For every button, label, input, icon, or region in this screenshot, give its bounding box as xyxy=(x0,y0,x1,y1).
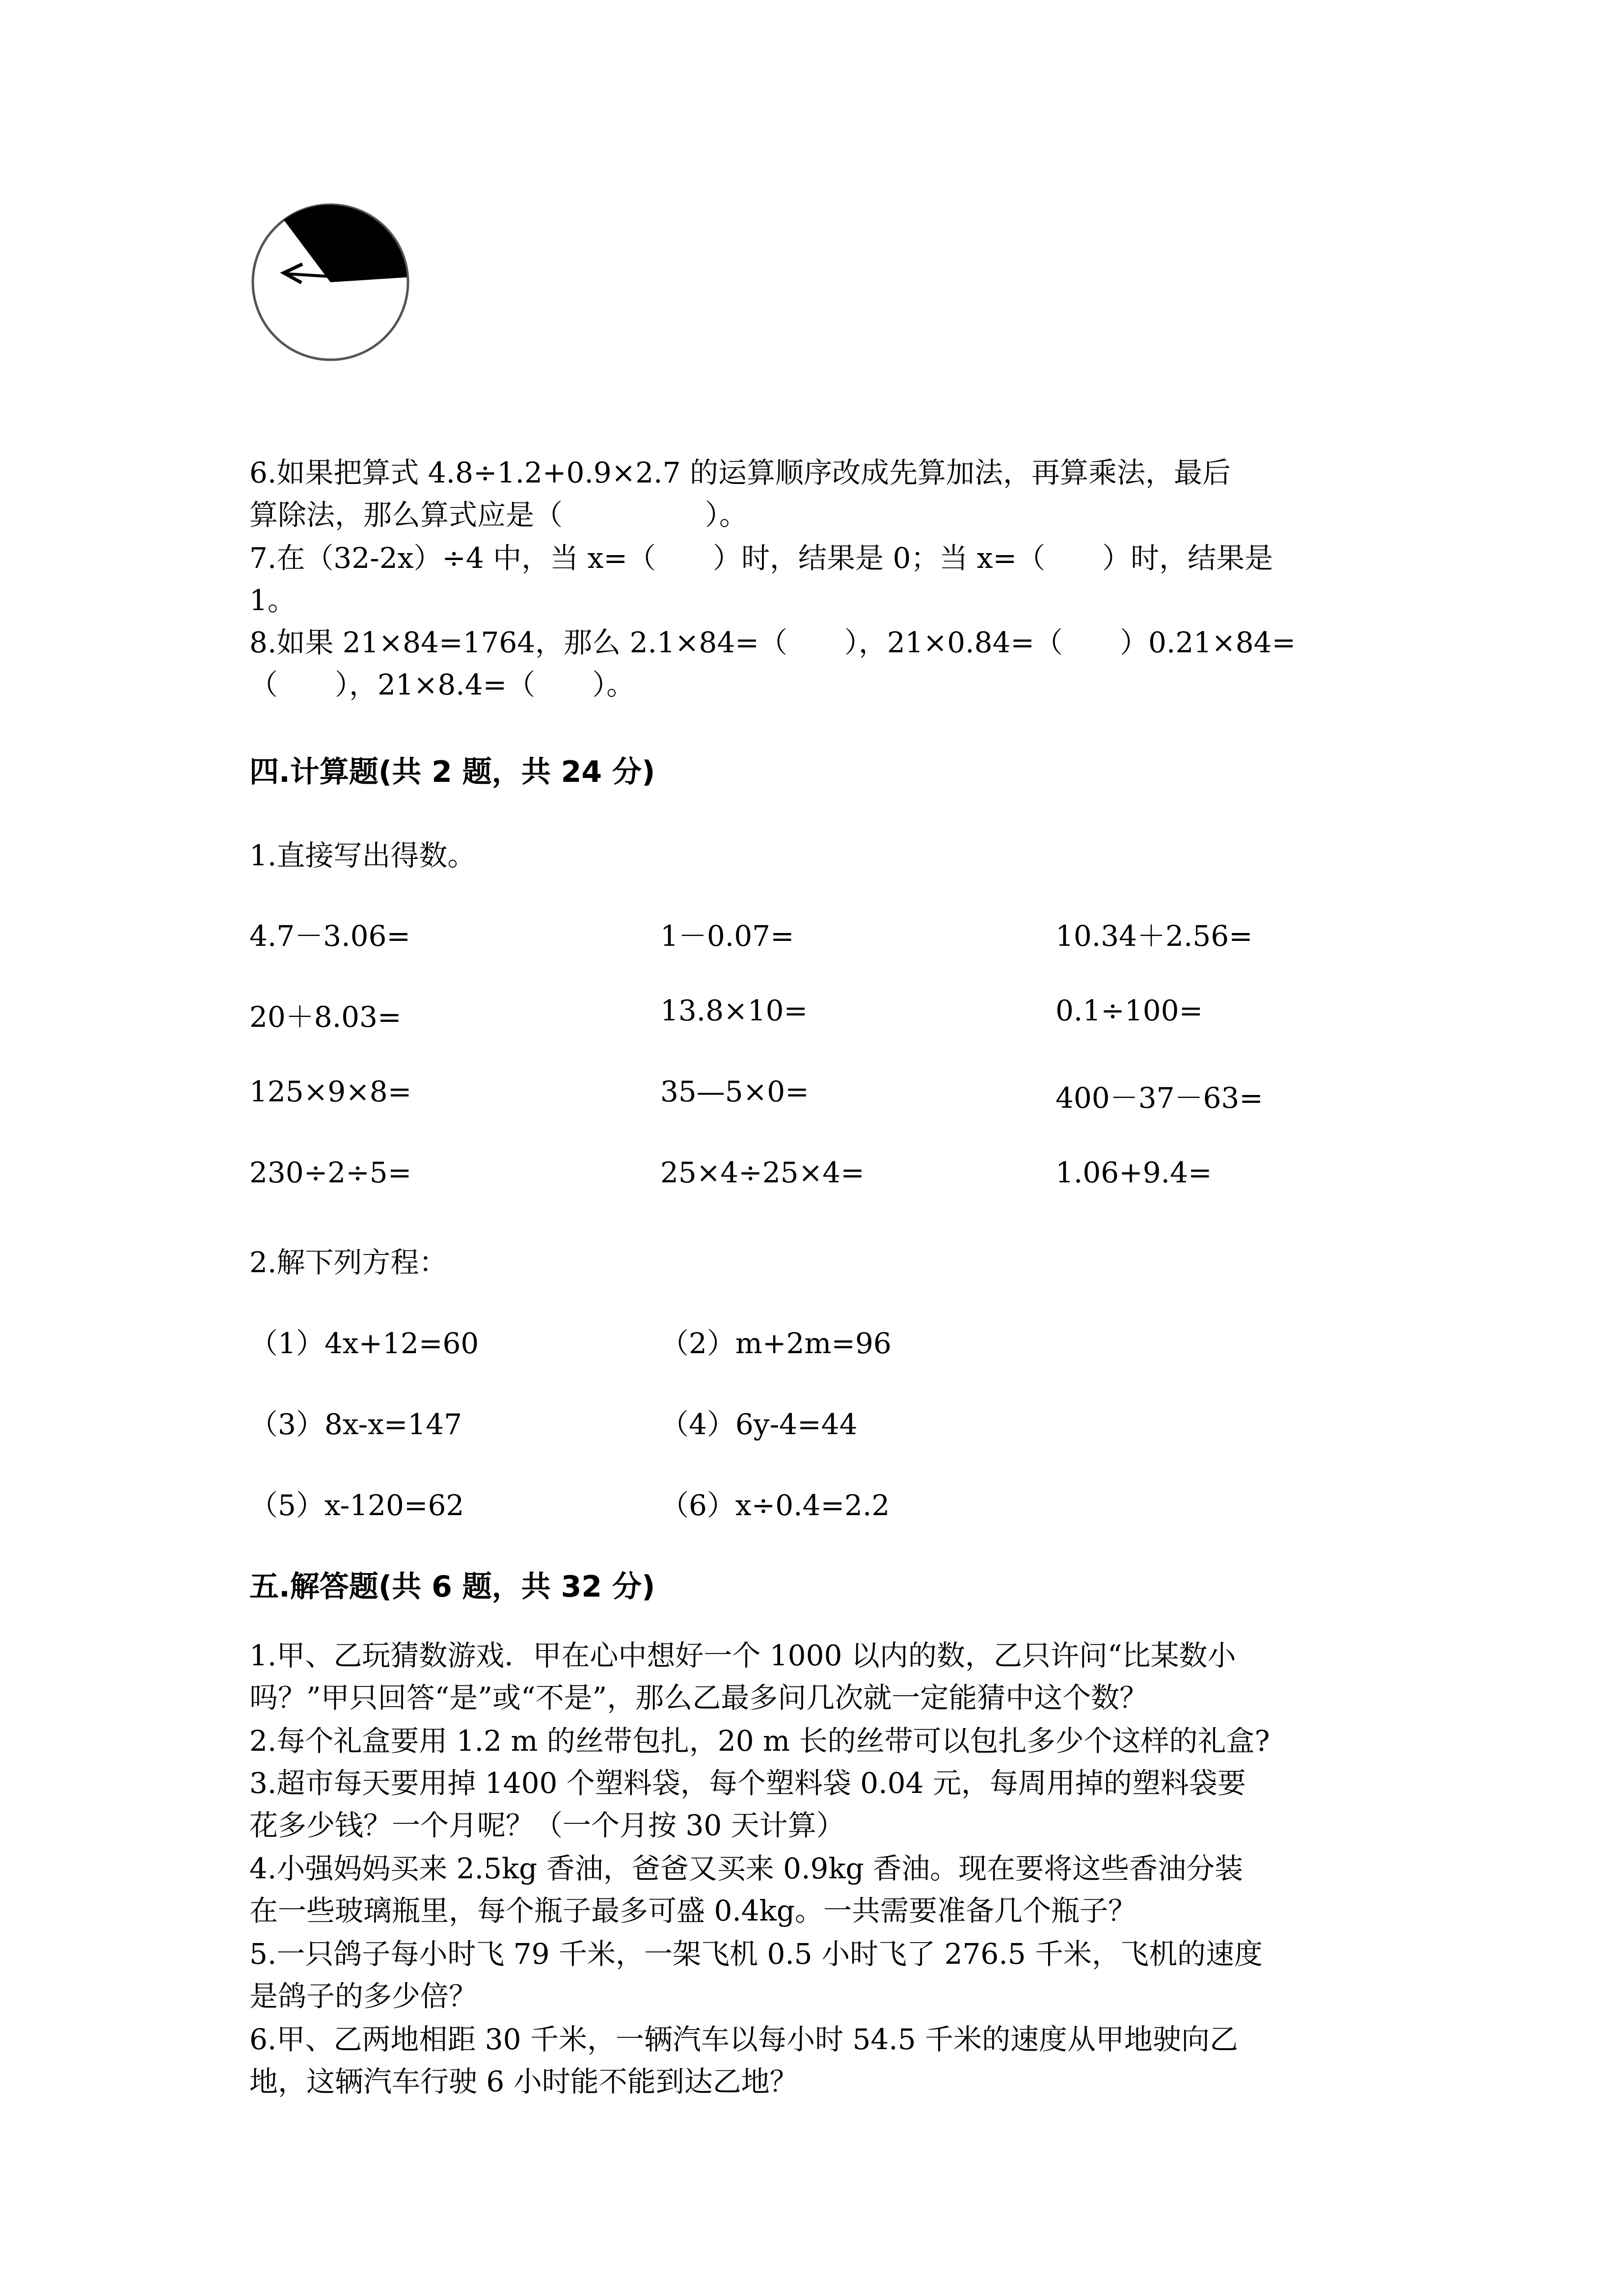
word-problem-line: 4.小强妈妈买来 2.5kg 香油，爸爸又买来 0.9kg 香油。现在要将这些香油分装 xyxy=(249,1852,1244,1885)
word-problem-line: 3.超市每天要用掉 1400 个塑料袋，每个塑料袋 0.04 元，每周用掉的塑料袋要 xyxy=(249,1766,1246,1800)
question-6-line1: 6.如果把算式 4.8÷1.2+0.9×2.7 的运算顺序改成先算加法，再算乘法，最后 xyxy=(249,456,1231,489)
word-problem-line: 地，这辆汽车行驶 6 小时能不能到达乙地？ xyxy=(249,2065,798,2098)
calc-item: 35—5×0= xyxy=(660,1075,809,1108)
equation-item: （3）8x-x=147 xyxy=(249,1408,462,1441)
calc-item: 25×4÷25×4= xyxy=(660,1156,865,1189)
section-4-title: 四.计算题(共 2 题，共 24 分) xyxy=(249,755,655,789)
word-problem-line: 在一些玻璃瓶里，每个瓶子最多可盛 0.4kg。一共需要准备几个瓶子？ xyxy=(249,1894,1137,1927)
word-problem-line: 花多少钱？一个月呢？（一个月按 30 天计算） xyxy=(249,1809,845,1842)
calc-item: 230÷2÷5= xyxy=(249,1156,412,1189)
equation-item: （1）4x+12=60 xyxy=(249,1327,479,1360)
word-problem-line: 5.一只鸽子每小时飞 79 千米，一架飞机 0.5 小时飞了 276.5 千米，飞机的速度 xyxy=(249,1937,1263,1971)
calc-item: 20＋8.03= xyxy=(249,1000,402,1034)
question-7-line1: 7.在（32-2x）÷4 中，当 x=（ ）时，结果是 0；当 x=（ ）时，结果是 xyxy=(249,541,1273,575)
equation-item: （5）x-120=62 xyxy=(249,1489,464,1522)
word-problem-line: 6.甲、乙两地相距 30 千米，一辆汽车以每小时 54.5 千米的速度从甲地驶向乙 xyxy=(249,2023,1239,2056)
calc-item: 125×9×8= xyxy=(249,1075,412,1108)
calc-instruction: 1.直接写出得数。 xyxy=(249,839,476,872)
word-problem-line: 1.甲、乙玩猜数游戏．甲在心中想好一个 1000 以内的数，乙只许问“比某数小 xyxy=(249,1639,1236,1672)
question-6-line2: 算除法，那么算式应是（ ）。 xyxy=(249,498,748,532)
calc-item: 10.34＋2.56= xyxy=(1056,919,1253,953)
question-8-line2: （ ），21×8.4=（ ）。 xyxy=(249,668,635,701)
calc-item: 4.7－3.06= xyxy=(249,919,410,953)
question-7-line2: 1。 xyxy=(249,584,296,617)
word-problem-line: 吗？”甲只回答“是”或“不是”，那么乙最多问几次就一定能猜中这个数？ xyxy=(249,1681,1148,1714)
equation-item: （2）m+2m=96 xyxy=(660,1327,892,1360)
section-5-title: 五.解答题(共 6 题，共 32 分) xyxy=(249,1570,655,1604)
equation-item: （6）x÷0.4=2.2 xyxy=(660,1489,890,1522)
calc-item: 13.8×10= xyxy=(660,994,808,1027)
calc-item: 1－0.07= xyxy=(660,919,794,953)
word-problem-line: 是鸽子的多少倍？ xyxy=(249,1979,478,2013)
calc-item: 1.06+9.4= xyxy=(1056,1156,1212,1189)
spinner-figure xyxy=(249,201,411,363)
word-problem-line: 2.每个礼盒要用 1.2 m 的丝带包扎，20 m 长的丝带可以包扎多少个这样的礼盒? xyxy=(249,1724,1270,1758)
equation-item: （4）6y-4=44 xyxy=(660,1408,858,1441)
calc-item: 0.1÷100= xyxy=(1056,994,1203,1027)
calc-item: 400－37－63= xyxy=(1056,1081,1263,1115)
equation-instruction: 2.解下列方程： xyxy=(249,1246,448,1279)
question-8-line1: 8.如果 21×84=1764，那么 2.1×84=（ ），21×0.84=（ ）0.21×84= xyxy=(249,626,1296,659)
